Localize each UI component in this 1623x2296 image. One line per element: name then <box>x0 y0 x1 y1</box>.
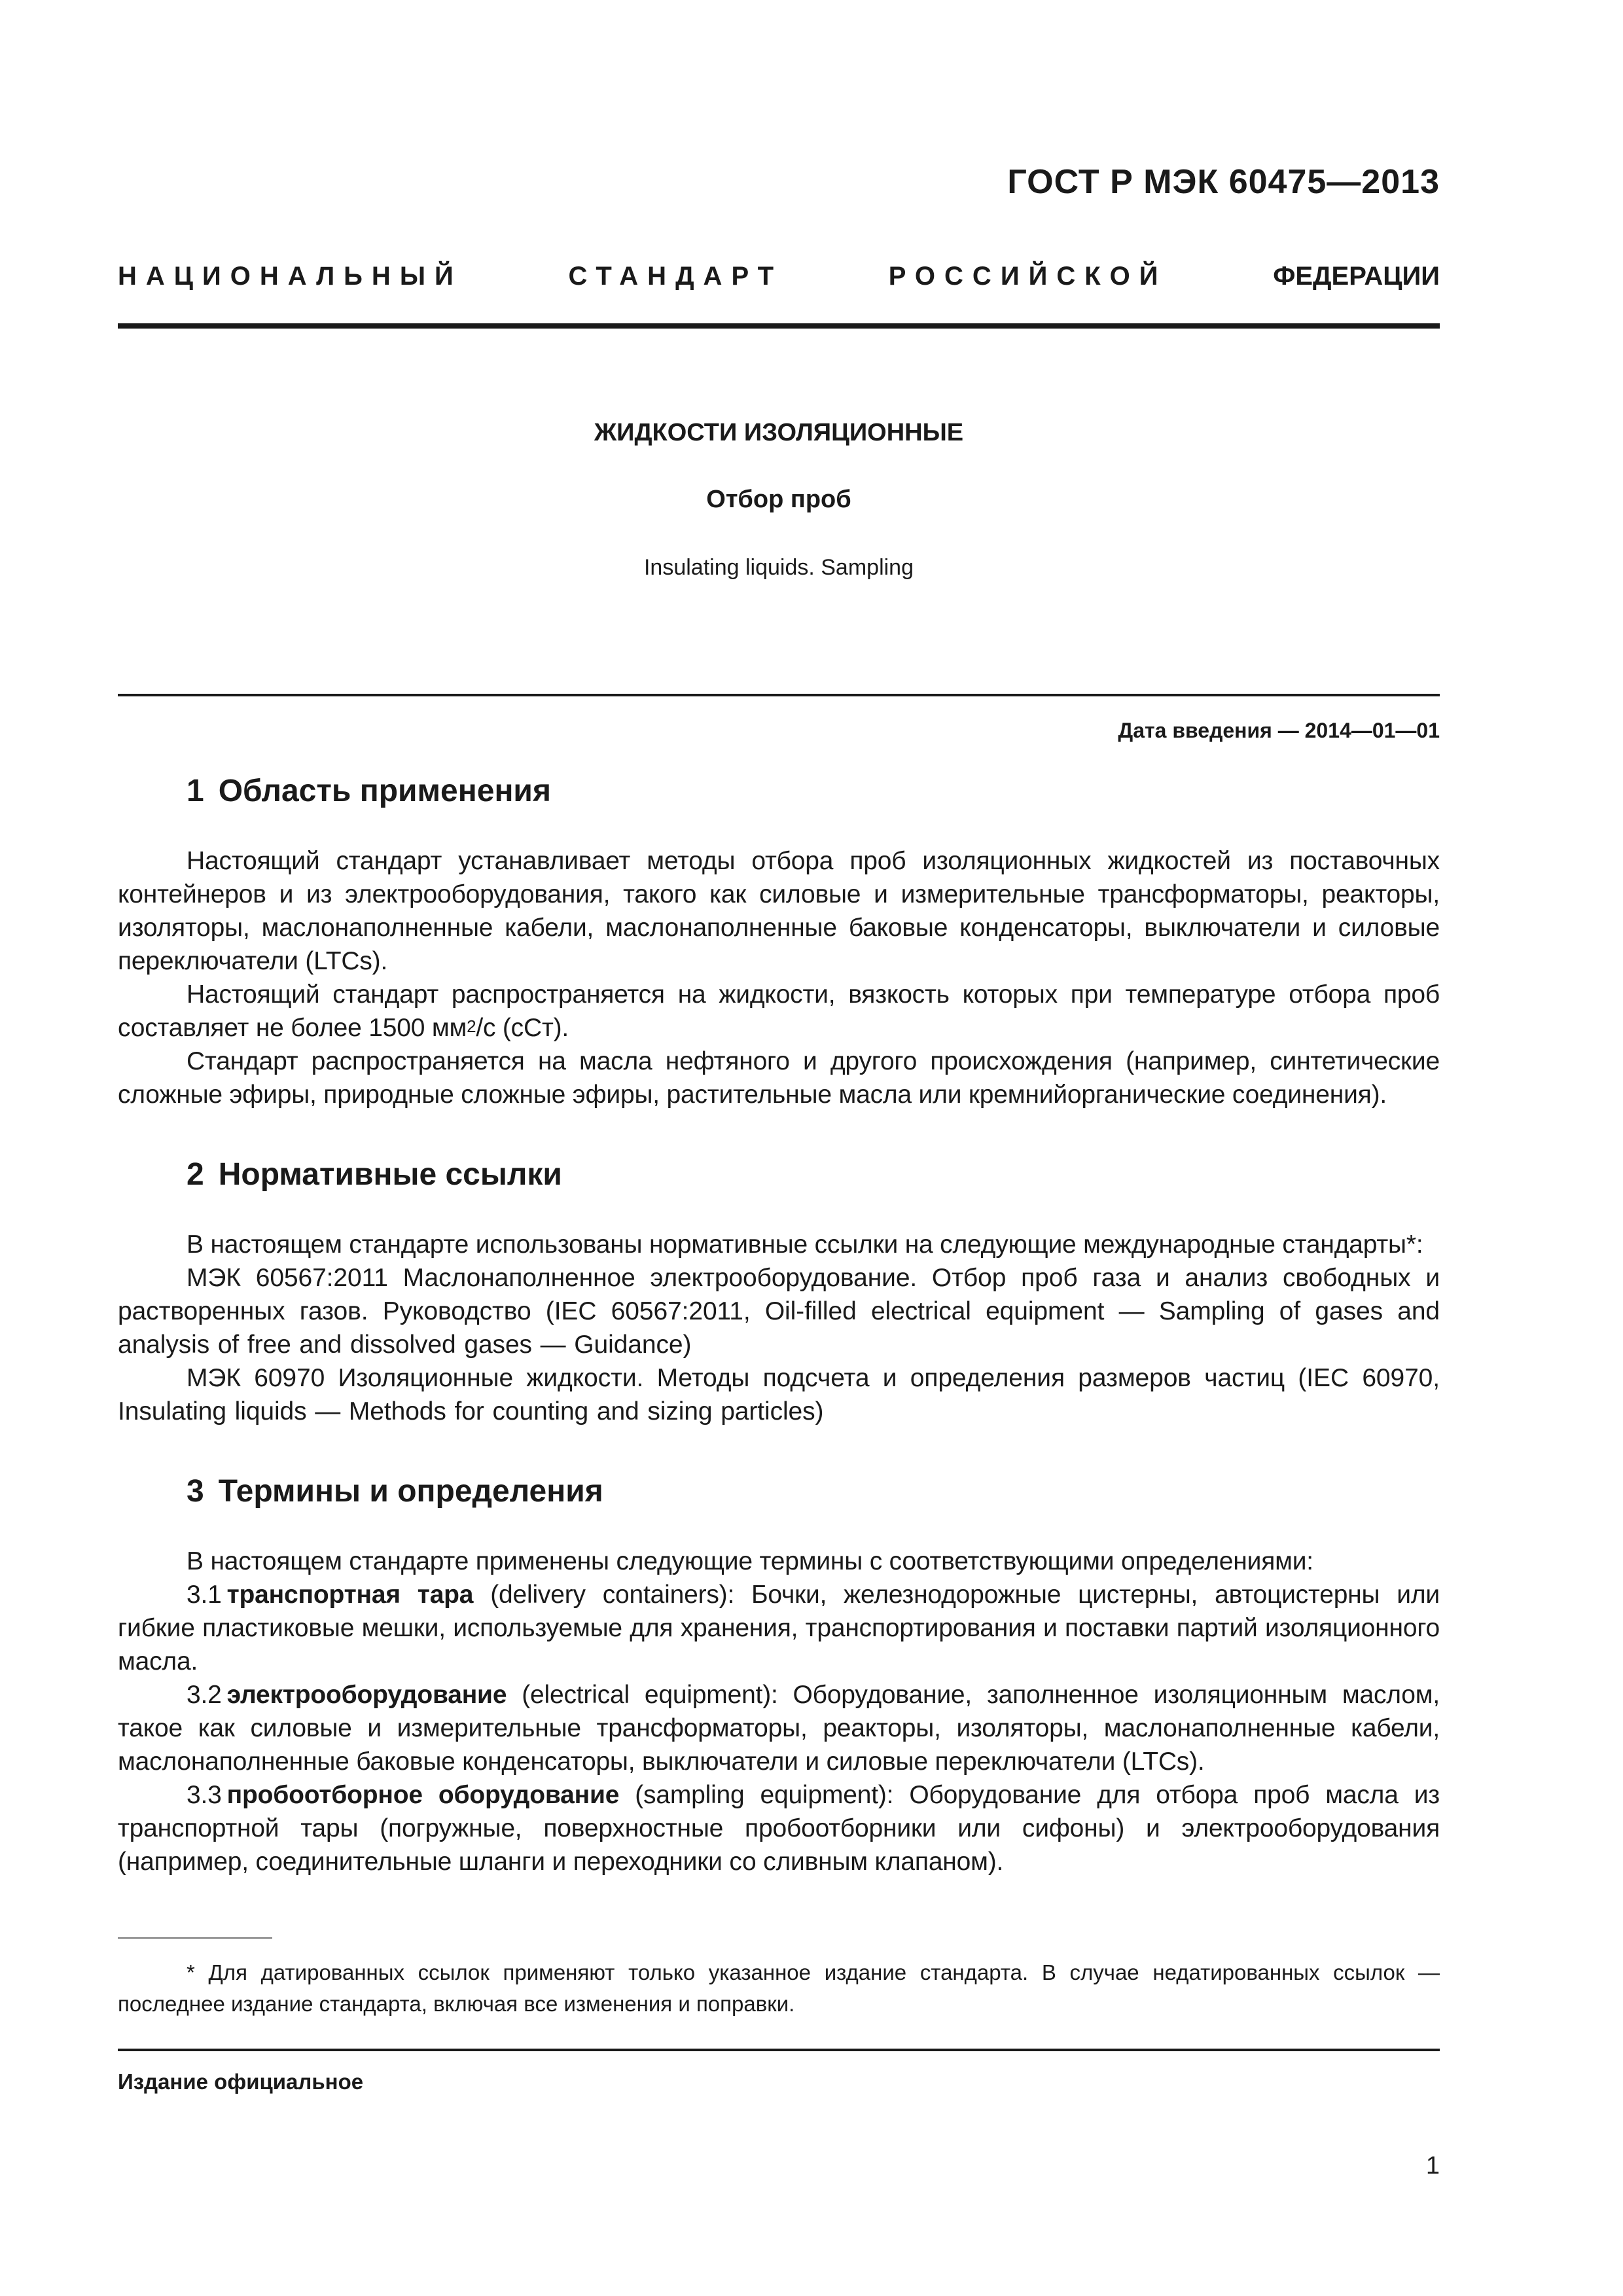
section-heading <box>118 1156 1440 1194</box>
footnote-divider <box>118 1937 272 1939</box>
reference-item: МЭК 60970 Изоляционные жидкости. Методы подсчета и определения размеров частиц (IEC 60970, Insulating liquids — Methods for counting and sizing particles) <box>118 1364 1440 1426</box>
term-definition: (sampling equipment): Оборудование для отбора проб масла из транспортной тары (погружные, поверхностные пробоотборники или сифоны) и электрооборудования (например, соединительные шланги и переходники со сливным клапаном). <box>118 1781 1440 1876</box>
reference-item: МЭК 60567:2011 Маслонаполненное электрооборудование. Отбор проб газа и анализ свободных и растворенных газов. Руководство (IEC 60567:2011, Oil-filled electrical equipment — Sampling of gases and analysis of free and dissolved gases — Guidance) <box>118 1264 1440 1359</box>
paragraph-text: /с (сСт). <box>476 1014 569 1042</box>
term-number: 3.2 <box>187 1681 222 1709</box>
edition-label: Издание официальное <box>118 2070 364 2094</box>
document-title-english: Insulating liquids. Sampling <box>643 555 914 580</box>
document-body <box>118 772 1440 1923</box>
page-number: 1 <box>1425 2152 1440 2179</box>
superscript: 2 <box>467 1016 476 1036</box>
section-heading <box>118 772 1440 810</box>
section-number: 3 <box>187 1474 204 1509</box>
section-scope <box>118 772 1440 1111</box>
paragraph: Стандарт распространяется на масла нефтяного и другого происхождения (например, синтетические сложные эфиры, природные сложные эфиры, растительные масла или кремнийорганические соединения). <box>118 1047 1440 1109</box>
section-title: Область применения <box>218 774 551 808</box>
national-header-word: РОССИЙСКОЙ <box>888 262 1168 291</box>
term-entry <box>118 1778 1440 1878</box>
footer-divider <box>118 2049 1440 2051</box>
section-normative-references <box>118 1156 1440 1428</box>
term-definition: (electrical equipment): Оборудование, заполненное изоляционным маслом, такое как силовые и измерительные трансформаторы, реакторы, изоляторы, маслонаполненные кабели, маслонаполненные баковые конденсаторы, выключатели и силовые переключатели (LTCs). <box>118 1681 1440 1776</box>
term-name: пробоотборное оборудование <box>226 1781 620 1809</box>
document-number: ГОСТ Р МЭК 60475—2013 <box>1007 163 1440 201</box>
header-divider <box>118 323 1440 329</box>
document-title: ЖИДКОСТИ ИЗОЛЯЦИОННЫЕ <box>594 419 964 446</box>
paragraph: В настоящем стандарте применены следующие термины с соответствующими определениями: <box>187 1547 1313 1575</box>
term-number: 3.3 <box>187 1781 222 1809</box>
footnote: * Для датированных ссылок применяют только указанное издание стандарта. В случае недатированных ссылок — последнее издание стандарта, включая все изменения и поправки. <box>118 1960 1440 2016</box>
title-divider <box>118 694 1440 696</box>
section-terms-definitions <box>118 1473 1440 1878</box>
term-number: 3.1 <box>187 1581 222 1609</box>
paragraph-text: Настоящий стандарт распространяется на жидкости, вязкость которых при температуре отбора проб составляет не более 1500 мм <box>118 980 1440 1042</box>
term-name: электрооборудование <box>226 1681 507 1709</box>
effective-date: Дата введения — 2014—01—01 <box>1118 719 1440 742</box>
term-definition: (delivery containers): Бочки, железнодорожные цистерны, автоцистерны или гибкие пластиковые мешки, используемые для хранения, транспортирования и поставки партий изоляционного масла. <box>118 1581 1440 1676</box>
national-standard-header <box>118 262 1440 291</box>
national-header-word: НАЦИОНАЛЬНЫЙ <box>118 262 463 291</box>
national-header-word: ФЕДЕРАЦИИ <box>1273 262 1440 291</box>
section-number: 1 <box>187 774 204 808</box>
section-title: Нормативные ссылки <box>218 1157 562 1192</box>
term-entry <box>118 1678 1440 1778</box>
term-name: транспортная тара <box>226 1581 474 1609</box>
paragraph: В настоящем стандарте использованы нормативные ссылки на следующие международные стандарты*: <box>187 1230 1423 1259</box>
document-subtitle: Отбор проб <box>706 486 851 513</box>
national-header-word: СТАНДАРТ <box>568 262 783 291</box>
paragraph <box>118 978 1440 1045</box>
section-heading <box>118 1473 1440 1511</box>
paragraph: Настоящий стандарт устанавливает методы отбора проб изоляционных жидкостей из поставочных контейнеров и из электрооборудования, такого как силовые и измерительные трансформаторы, реакторы, изоляторы, маслонаполненные кабели, маслонаполненные баковые конденсаторы, выключатели и силовые переключатели (LTCs). <box>118 847 1440 975</box>
term-entry <box>118 1578 1440 1678</box>
section-title: Термины и определения <box>218 1474 603 1509</box>
section-number: 2 <box>187 1157 204 1192</box>
